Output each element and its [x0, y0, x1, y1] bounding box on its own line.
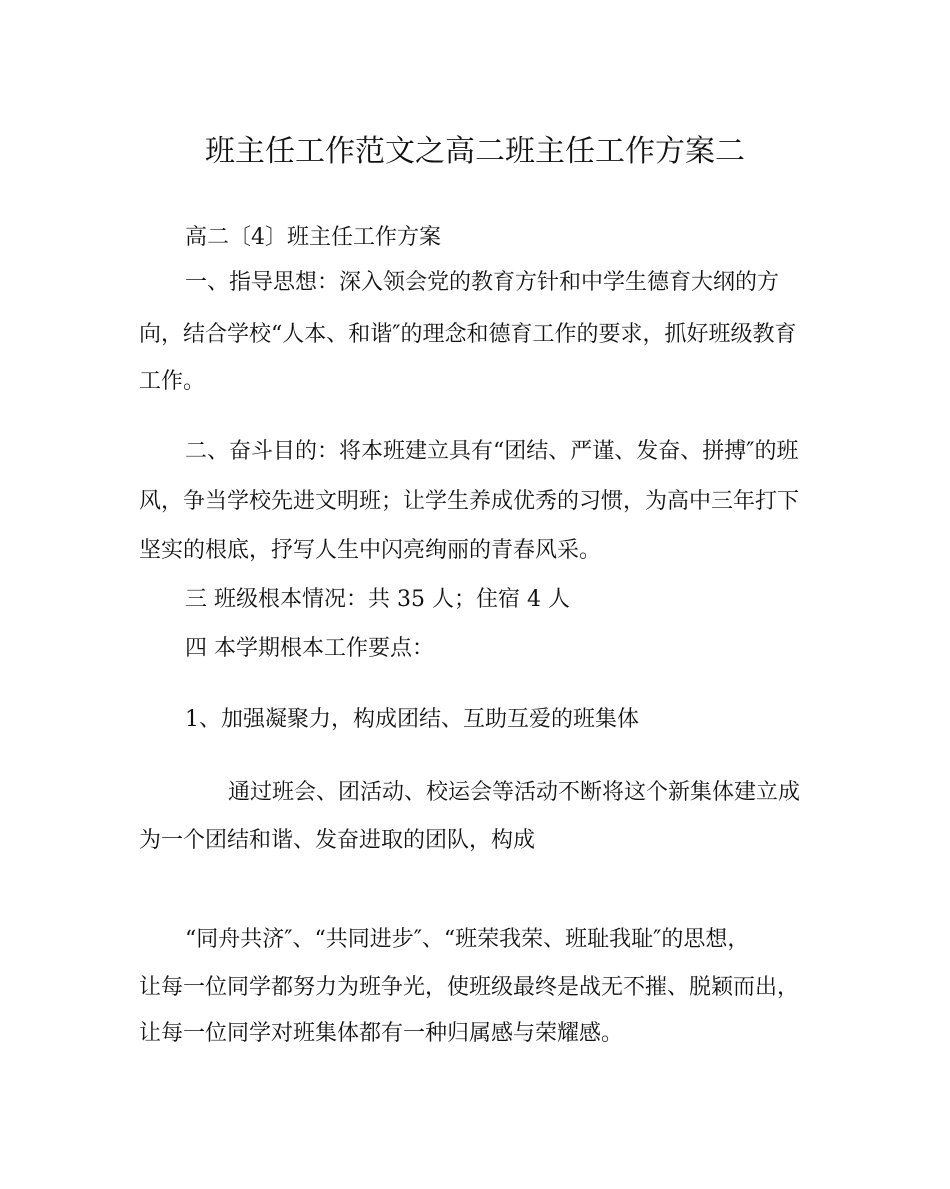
semester-points-heading: 四 本学期根本工作要点： — [185, 636, 434, 661]
paragraph-goal-line-2: 风，争当学校先进文明班；让学生养成优秀的习惯，为高中三年打下 — [139, 489, 800, 514]
class-situation-line: 三 班级根本情况：共 35 人；住宿 4 人 — [185, 587, 570, 612]
point-1-body-line-5: 让每一位同学对班集体都有一种归属感与荣耀感。 — [139, 1021, 624, 1046]
paragraph-guiding-line-1: 一、指导思想：深入领会党的教育方针和中学生德育大纲的方 — [185, 270, 780, 295]
paragraph-guiding-line-3: 工作。 — [139, 369, 206, 394]
point-1-body-line-2: 为一个团结和谐、发奋进取的团队，构成 — [139, 828, 536, 853]
paragraph-goal-line-3: 坚实的根底，抒写人生中闪亮绚丽的青春风采。 — [139, 538, 602, 563]
paragraph-goal-line-1: 二、奋斗目的：将本班建立具有“团结、严谨、发奋、拼搏″的班 — [185, 439, 799, 464]
class-plan-heading: 高二〔4〕班主任工作方案 — [185, 225, 441, 250]
paragraph-guiding-line-2: 向，结合学校“人本、和谐″的理念和德育工作的要求，抓好班级教育 — [139, 322, 797, 347]
point-1-heading: 1、加强凝聚力，构成团结、互助互爱的班集体 — [185, 707, 639, 732]
point-1-body-line-3: “同舟共济″、“共同进步″、“班荣我荣、班耻我耻″的思想， — [185, 927, 750, 952]
point-1-body-line-1: 通过班会、团活动、校运会等活动不断将这个新集体建立成 — [228, 780, 801, 805]
document-title: 班主任工作范文之高二班主任工作方案二 — [205, 134, 745, 169]
point-1-body-line-4: 让每一位同学都努力为班争光，使班级最终是战无不摧、脱颖而出， — [139, 975, 800, 1000]
